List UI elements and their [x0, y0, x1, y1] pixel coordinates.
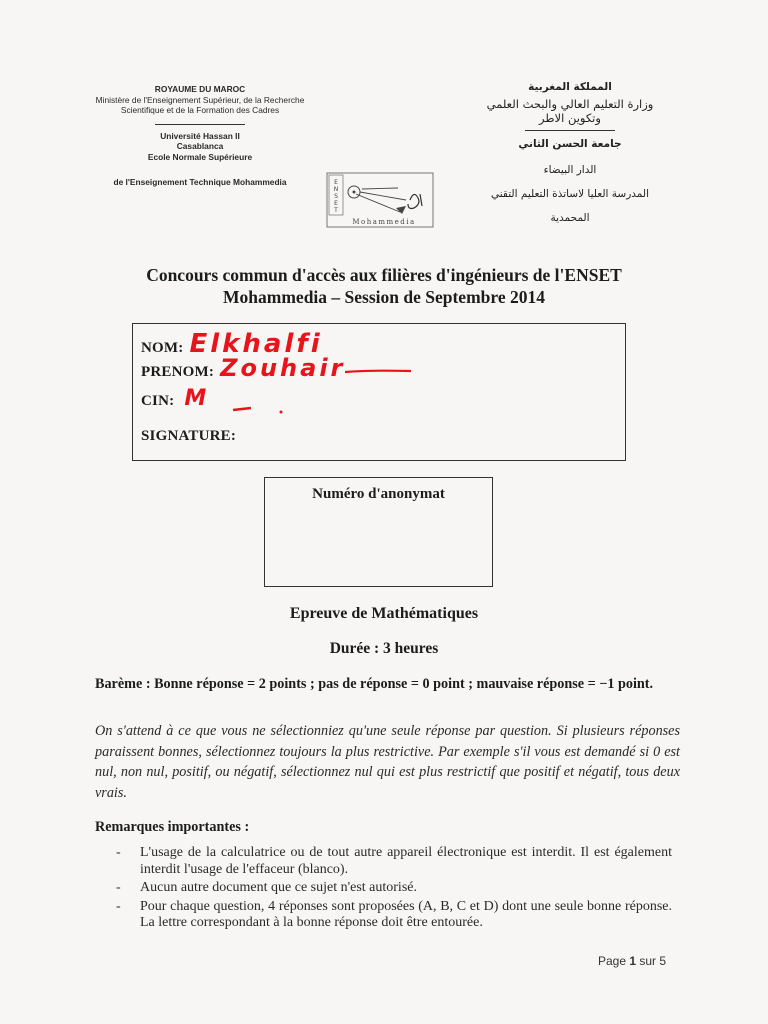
enset-logo-icon: [326, 172, 434, 228]
footer-page-number: 1: [629, 954, 637, 968]
nom-handwritten: Elkhalfi: [189, 329, 323, 359]
footer-prefix: Page: [598, 954, 630, 968]
cin-scribble: [229, 396, 289, 416]
page-footer: [598, 954, 666, 968]
remarques-list: [112, 845, 672, 934]
kingdom-fr: ROYAUME DU MAROC: [154, 84, 246, 94]
list-item: - Pour chaque question, 4 réponses sont proposées (A, B, C et D) dont une seule bonne réponse. La lettre correspondant à la bonne réponse doit être entourée.: [116, 898, 672, 930]
footer-page-total: 5: [659, 954, 667, 968]
nom-label: NOM:: [141, 340, 184, 356]
city-fr: Casablanca: [176, 141, 224, 152]
duree: Durée : 3 heures: [329, 640, 439, 657]
cin-handwritten: M: [184, 386, 210, 411]
school-ar: المدرسة العليا لاساتذة التعليم التقني: [491, 188, 649, 200]
exam-title: [0, 264, 768, 308]
signature-label: SIGNATURE:: [141, 428, 237, 444]
epreuve-title: Epreuve de Mathématiques: [289, 605, 479, 622]
header-left-divider: [155, 124, 245, 125]
cin-row[interactable]: [141, 386, 209, 411]
identity-box[interactable]: [132, 323, 626, 461]
city-ar: الدار البيضاء: [543, 164, 597, 176]
prenom-underline-stroke: [343, 362, 415, 378]
instructions-paragraph: On s'attend à ce que vous ne sélectionniez qu'une seule réponse par question. Si plusieurs réponses paraissent bonnes, sélectionnez toujours la plus restrictive. Par exemple s'il vous est demandé si 0 est nul, non nul, positif, ou négatif, sélectionnez nul qui est plus restrictif que positif et négatif, tous deux vrais.: [95, 723, 680, 801]
school-fr-line1: Ecole Normale Supérieure: [147, 151, 253, 162]
remarque-text: Aucun autre document que ce sujet n'est autorisé.: [140, 880, 417, 895]
ministry-fr: Ministère de l'Enseignement Supérieur, de la Recherche Scientifique et de la Formation des Cadres: [95, 94, 305, 116]
title-line1: Concours commun d'accès aux filières d'ingénieurs de l'ENSET: [146, 265, 622, 285]
svg-text:S: S: [334, 193, 338, 200]
prenom-handwritten: Zouhair: [220, 354, 346, 382]
university-fr: Université Hassan II: [160, 130, 240, 141]
logo-text: Mohammedia: [352, 218, 416, 226]
title-line2: Mohammedia – Session de Septembre 2014: [223, 287, 545, 307]
header-left: [70, 84, 330, 187]
ministry-ar: وزارة التعليم العالي والبحث العلمي وتكوين الاطر: [486, 97, 654, 125]
header-right-divider: [525, 130, 615, 131]
svg-text:E: E: [334, 200, 338, 207]
anonymat-label: Numéro d'anonymat: [312, 486, 445, 502]
remarques-title: Remarques importantes :: [95, 819, 250, 835]
town-ar: المحمدية: [550, 212, 590, 224]
school-fr-line2: de l'Enseignement Technique Mohammedia: [113, 176, 287, 187]
cin-label: CIN:: [141, 393, 175, 409]
footer-middle: sur: [636, 954, 660, 968]
svg-text:E: E: [334, 179, 338, 186]
prenom-label: PRENOM:: [141, 364, 215, 380]
remarque-text: Pour chaque question, 4 réponses sont proposées (A, B, C et D) dont une seule bonne réponse. La lettre correspondant à la bonne réponse doit être entourée.: [140, 898, 672, 930]
svg-text:T: T: [334, 207, 338, 214]
remarque-text: L'usage de la calculatrice ou de tout autre appareil électronique est interdit. Il est également interdit l'usage de l'effaceur (blanco).: [140, 845, 672, 877]
prenom-row[interactable]: [141, 354, 345, 382]
bareme: Barème : Bonne réponse = 2 points ; pas de réponse = 0 point ; mauvaise réponse = −1 point.: [95, 676, 654, 692]
list-item: - L'usage de la calculatrice ou de tout autre appareil électronique est interdit. Il est également interdit l'usage de l'effaceur (blanco).: [116, 845, 672, 877]
header-right: [470, 80, 670, 228]
svg-text:N: N: [333, 186, 339, 193]
kingdom-ar: المملكة المغربية: [528, 81, 612, 93]
university-ar: جامعة الحسن الثاني: [518, 138, 622, 150]
anonymat-box[interactable]: [264, 477, 493, 587]
list-item: - Aucun autre document que ce sujet n'est autorisé.: [116, 880, 417, 895]
